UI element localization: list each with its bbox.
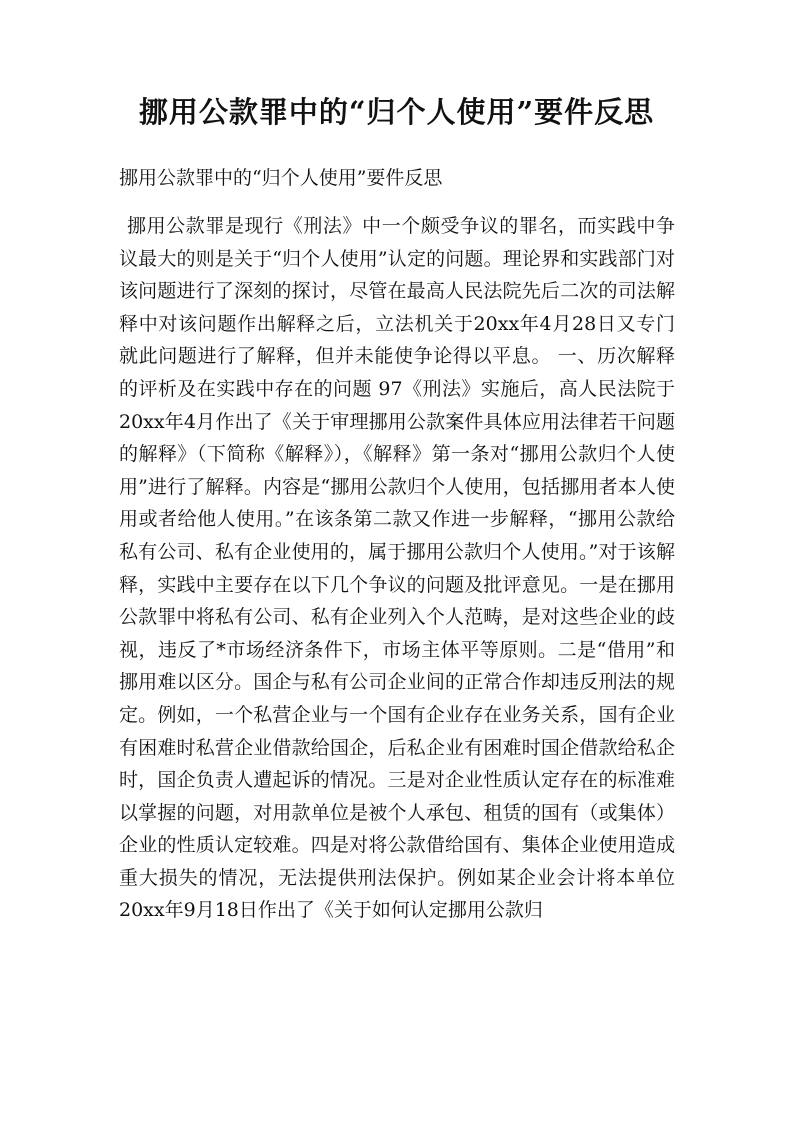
document-body-paragraph: 挪用公款罪是现行《刑法》中一个颇受争议的罪名，而实践中争议最大的则是关于“归个人使用”认定的问题。理论界和实践部门对该问题进行了深刻的探讨，尽管在最高人民法院先后二次的司法解释中对该问题作出解释之后，立法机关于20xx年4月28日又专门就此问题进行了解释，但并未能使争论得以平息。 一、历次解释的评析及在实践中存在的问题 97《刑法》实施后，高人民法院于20xx年4月作出了《关于审理挪用公款案件具体应用法律若干问题的解释》（下简称《解释》），《解释》第一条对“挪用公款归个人使用”进行了解释。内容是“挪用公款归个人使用，包括挪用者本人使用或者给他人使用。”在该条第二款又作进一步解释，“挪用公款给私有公司、私有企业使用的，属于挪用公款归个人使用。”对于该解释，实践中主要存在以下几个争议的问题及批评意见。一是在挪用公款罪中将私有公司、私有企业列入个人范畴，是对这些企业的歧视，违反了*市场经济条件下，市场主体平等原则。二是“借用”和挪用难以区分。国企与私有公司企业间的正常合作却违反刑法的规定。例如，一个私营企业与一个国有企业存在业务关系，国有企业有困难时私营企业借款给国企，后私企业有困难时国企借款给私企时，国企负责人遭起诉的情况。三是对企业性质认定存在的标准难以掌握的问题，对用款单位是被个人承包、租赁的国有（或集体）企业的性质认定较难。四是对将公款借给国有、集体企业使用造成重大损失的情况，无法提供刑法保护。例如某企业会计将本单位20xx年9月18日作出了《关于如何认定挪用公款归 [119,215,675,922]
document-title: 挪用公款罪中的“归个人使用”要件反思 [138,95,655,129]
document-subtitle: 挪用公款罪中的“归个人使用”要件反思 [119,167,443,189]
